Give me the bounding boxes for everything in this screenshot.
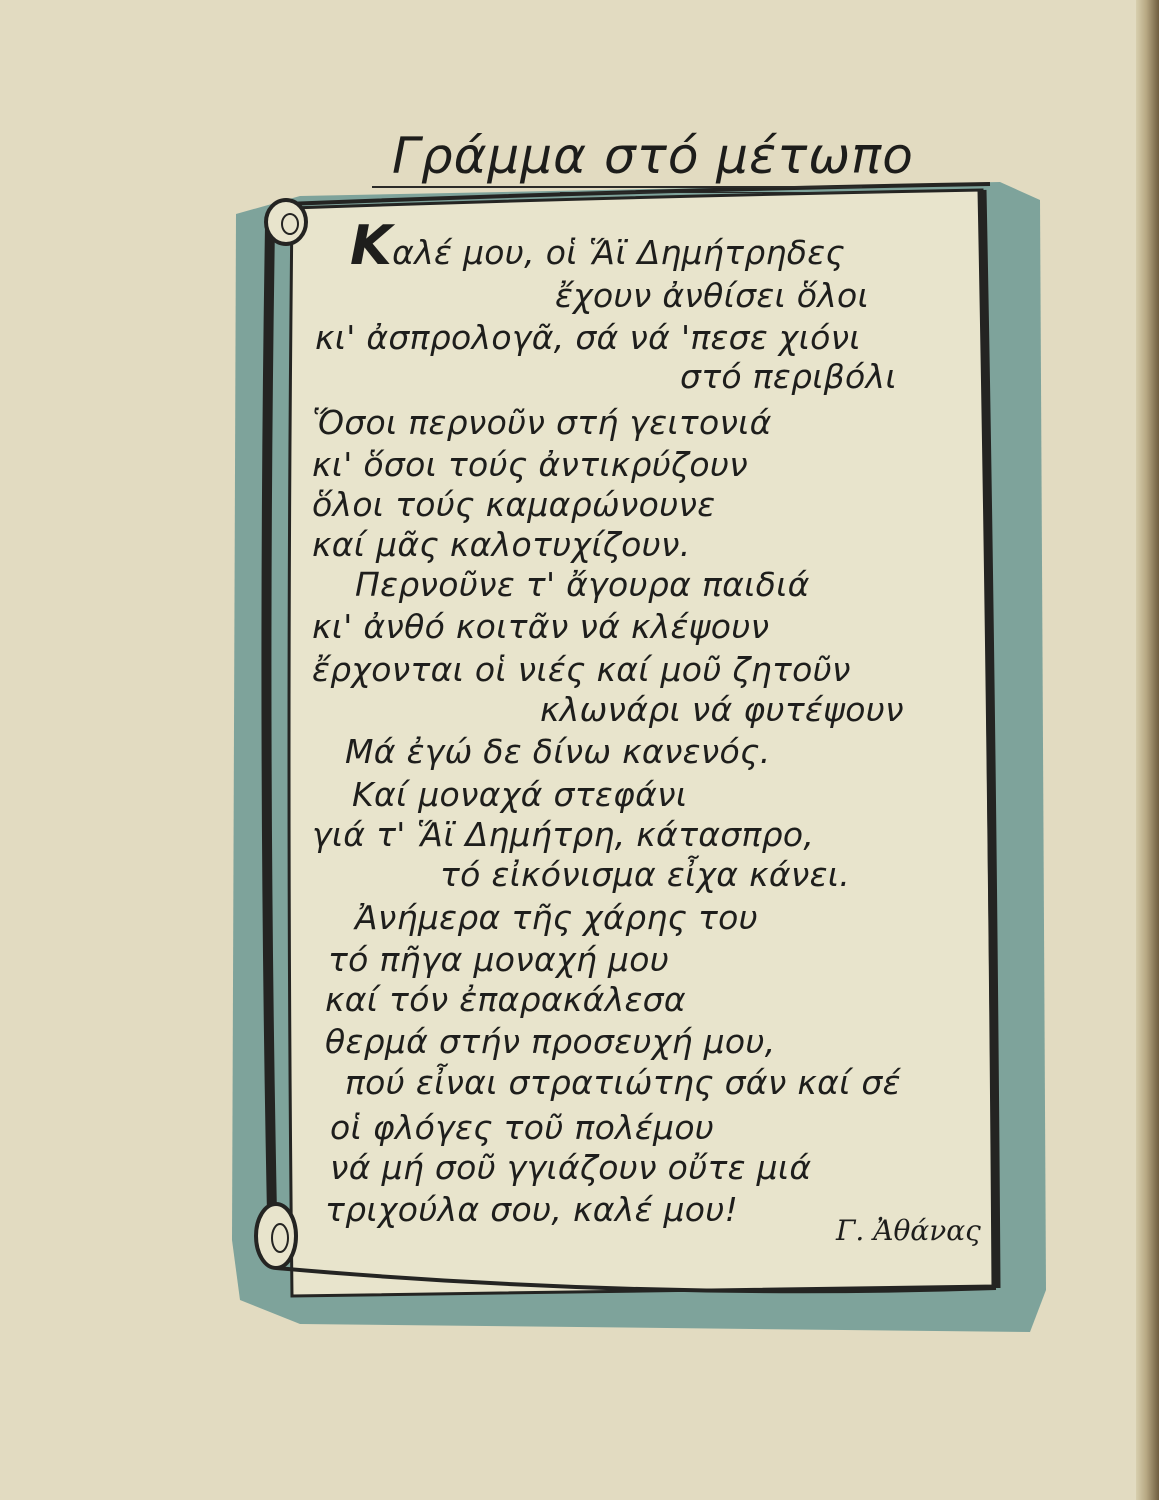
- poem-line: κι' ὅσοι τούς ἀντικρύζουν: [312, 445, 749, 484]
- poem-line: τό πῆγα μοναχή μου: [328, 940, 670, 979]
- poem-line: πού εἶναι στρατιώτης σάν καί σέ: [345, 1063, 901, 1102]
- poem-line: Καλέ μου, οἱ Ἅϊ Δημήτρηδες: [350, 214, 845, 277]
- poem-line: ἔχουν ἀνθίσει ὅλοι: [555, 276, 870, 315]
- poem-line: καί μᾶς καλοτυχίζουν.: [312, 525, 691, 564]
- title-underline-secondary: [560, 192, 890, 193]
- poem-line: οἱ φλόγες τοῦ πολέμου: [330, 1108, 715, 1147]
- poem-line: στό περιβόλι: [680, 357, 897, 396]
- author-signature: Γ. Ἀθάνας: [836, 1214, 981, 1247]
- poem-line: Ὅσοι περνοῦν στή γειτονιά: [312, 403, 772, 442]
- poem-line: νά μή σοῦ γγιάζουν οὔτε μιά: [330, 1148, 812, 1187]
- poem-line: τριχούλα σου, καλέ μου!: [325, 1190, 739, 1229]
- poem-line: ὅλοι τούς καμαρώνουνε: [312, 485, 716, 524]
- poem-line: Περνοῦνε τ' ἄγουρα παιδιά: [355, 565, 810, 604]
- scroll-left-roll: [266, 226, 272, 1214]
- poem-line: κλωνάρι νά φυτέψουν: [540, 690, 904, 729]
- poem-line: Καί μοναχά στεφάνι: [352, 775, 688, 814]
- title-underline: [372, 186, 862, 188]
- poem-line: καί τόν ἐπαρακάλεσα: [325, 980, 686, 1019]
- scroll-top-curl: [266, 200, 306, 244]
- poem-line: γιά τ' Ἅϊ Δημήτρη, κάτασπρο,: [312, 815, 815, 854]
- poem-line: Μά ἐγώ δε δίνω κανενός.: [345, 732, 771, 771]
- poem-line: κι' ἀνθό κοιτᾶν νά κλέψουν: [312, 607, 770, 646]
- poem-line: Ἀνήμερα τῆς χάρης του: [355, 898, 759, 937]
- poem-line: ἔρχονται οἱ νιές καί μοῦ ζητοῦν: [312, 650, 851, 689]
- poem-line: τό εἰκόνισμα εἶχα κάνει.: [440, 855, 851, 894]
- poem-line: θερμά στήν προσευχή μου,: [325, 1022, 776, 1061]
- poem-line: κι' ἀσπρολογᾶ, σά νά 'πεσε χιόνι: [315, 318, 861, 357]
- poem-title: Γράμμα στό μέτωπο: [392, 127, 914, 185]
- scroll-bottom-curl: [256, 1204, 296, 1268]
